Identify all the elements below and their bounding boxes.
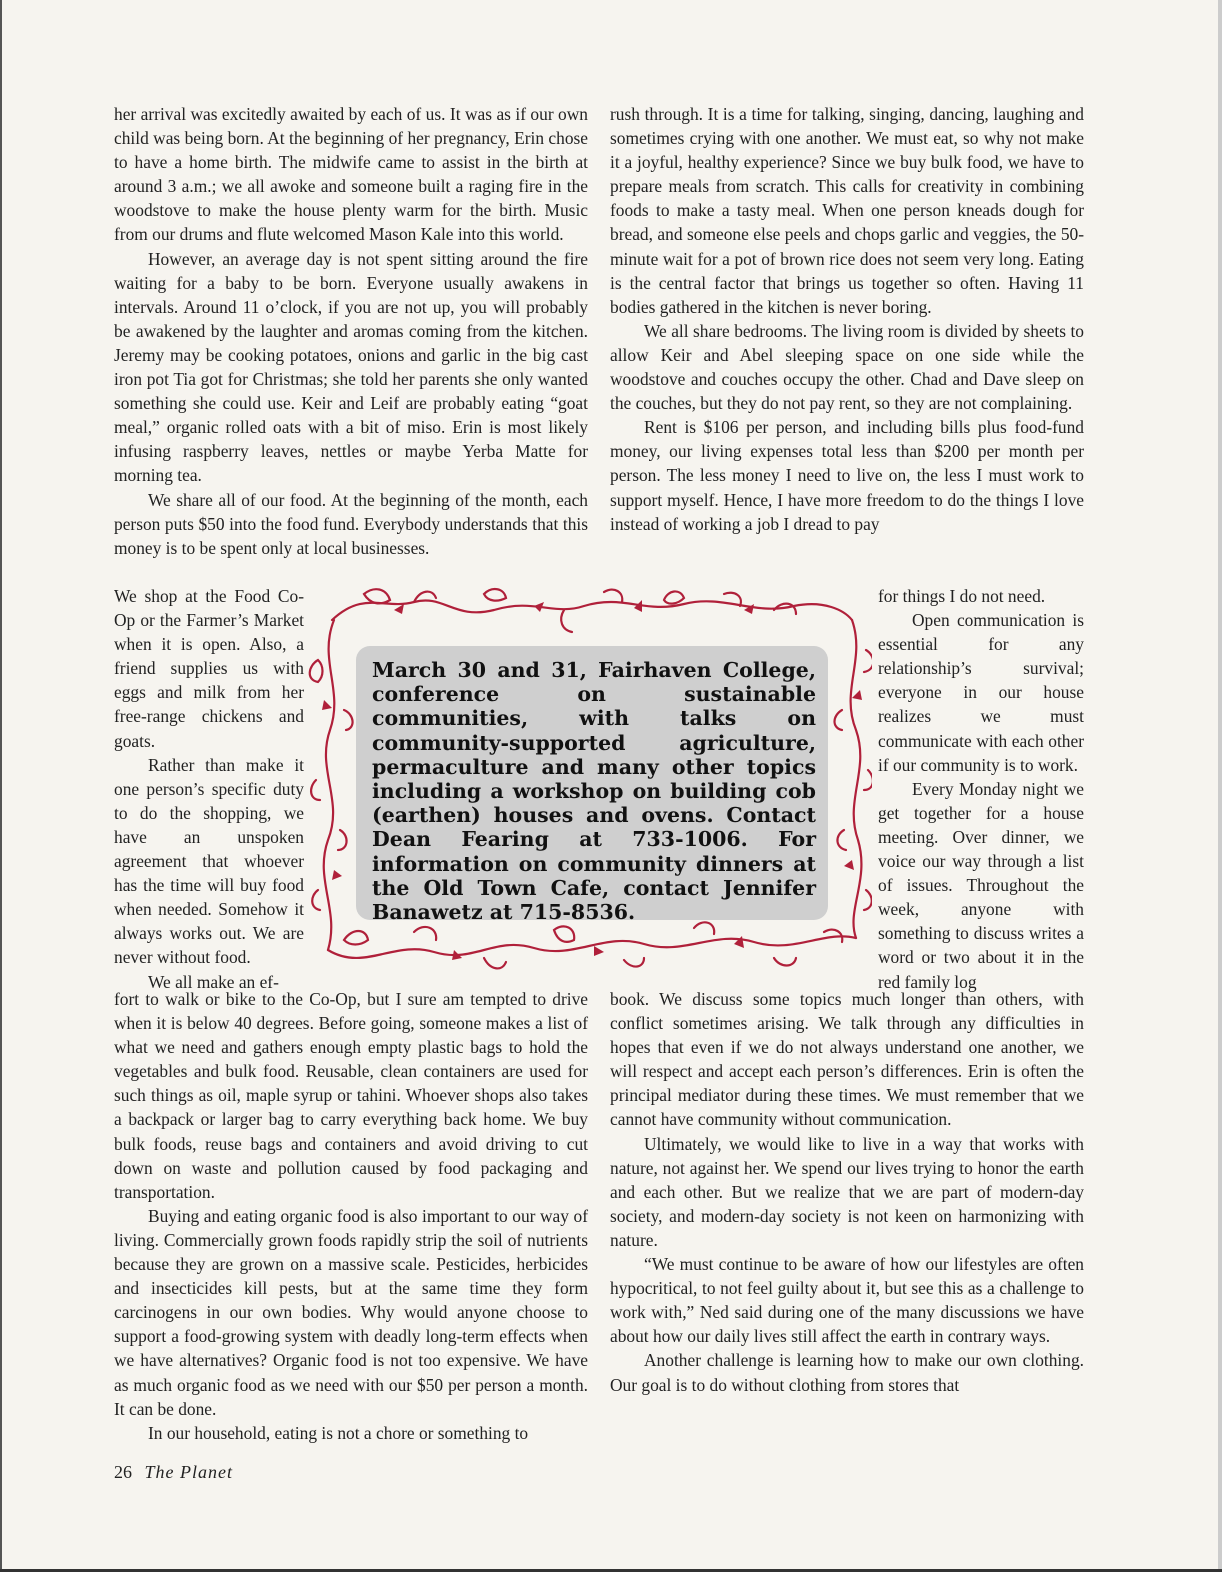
- paragraph: Buying and eating organic food is also important to our way of living. Commercially grown foods rapidly strip the soil of nutrients because they are grown on a massive scale. Pesticides, herbicides and insecticides kill pests, but at the same time they form carcinogens in our own bodies. Why would anyone choose to support a food-growing system with deadly long-term effects when we have alternatives? Organic food is not too expensive. We have as much organic food as we need with our $50 per person a month. It can be done.: [114, 1205, 588, 1419]
- right-column-bottom: [610, 987, 1084, 1397]
- right-column-top: [610, 102, 1084, 536]
- paragraph: fort to walk or bike to the Co-Op, but I sure am tempted to drive when it is below 40 degrees. Before going, someone makes a list of what we need and gathers enough empty plastic bags to hold the vegetables and bulk food. Reusable, clean containers are used for such things as oil, maple syrup or tahini. Whoever shops also takes a backpack or larger bag to carry everything back home. We buy bulk foods, reuse bags and containers and avoid driving to cut down on waste and pollution caused by food packaging and transportation.: [114, 989, 588, 1202]
- event-notice-text: March 30 and 31, Fairhaven College, conference on sustainable communities, with talks on community-supported agriculture, permaculture and many other topics including a workshop on building cob (earthen) houses and ovens. Contact Dean Fearing at 733-1006. For information on community dinners at the Old Town Cafe, contact Jennifer Banawetz at 715-8536.: [372, 658, 816, 925]
- paragraph: We shop at the Food Co-Op or the Farmer’s Market when it is open. Also, a friend supplies us with eggs and milk from her free-range chickens and goats.: [114, 586, 304, 751]
- paragraph: We share all of our food. At the beginning of the month, each person puts $50 into the food fund. Everybody understands that this money is to be spent only at local businesses.: [114, 489, 588, 558]
- paragraph: Rather than make it one person’s specific duty to do the shopping, we have an unspoken agreement that whoever has the time will buy food when needed. Somehow it always works out. We are never without food.: [114, 754, 304, 968]
- page-edge: [0, 0, 2, 1572]
- paragraph: Every Monday night we get together for a house meeting. Over dinner, we voice our way through a list of issues. Throughout the week, anyone with something to discuss writes a word or two about it in the red family log: [878, 778, 1084, 992]
- left-column-top: [114, 102, 588, 560]
- paragraph: Rent is $106 per person, and including bills plus food-fund money, our living expenses total less than $200 per month per person. The less money I need to live on, the less I must work to support myself. Hence, I have more freedom to do the things I love instead of working a job I dread to pay: [610, 417, 1084, 534]
- paragraph: Open communication is essential for any relationship’s survival; everyone in our house realizes we must communicate with each other if our community is to work.: [878, 610, 1084, 775]
- left-column-bottom: [114, 987, 588, 1445]
- paragraph: Another challenge is learning how to make our own clothing. Our goal is to do without clothing from stores that: [610, 1350, 1084, 1395]
- magazine-name: The Planet: [144, 1462, 233, 1482]
- paragraph: rush through. It is a time for talking, singing, dancing, laughing and sometimes crying with one another. We must eat, so why not make it a joyful, healthy experience? Since we buy bulk food, we have to prepare meals from scratch. This calls for creativity in combining foods to make a tasty meal. When one person kneads dough for bread, and someone else peels and chops garlic and veggies, the 50-minute wait for a pot of brown rice does not seem very long. Eating is the central factor that brings us together so often. Having 11 bodies gathered in the kitchen is never boring.: [610, 104, 1084, 317]
- paragraph: “We must continue to be aware of how our lifestyles are often hypocritical, to not feel guilty about it, but see this as a challenge to work with,” Ned said during one of the many discussions we have about how our daily lives still affect the earth in contrary ways.: [610, 1254, 1084, 1347]
- page-footer: [114, 1462, 233, 1483]
- paragraph: In our household, eating is not a chore or something to: [148, 1422, 529, 1443]
- paragraph: We all make an ef-: [148, 971, 279, 992]
- page-number: 26: [114, 1462, 132, 1482]
- page-edge: [1218, 0, 1222, 1572]
- paragraph: However, an average day is not spent sitting around the fire waiting for a baby to be born. Everyone usually awakens in intervals. Around 11 o’clock, if you are not up, you will probably be awakened by the laughter and aromas coming from the kitchen. Jeremy may be cooking potatoes, onions and garlic in the big cast iron pot Tia got for Christmas; she told her parents she only wanted something she could use. Keir and Leif are probably eating “goat meal,” organic rolled oats with a bit of miso. Erin is most likely infusing raspberry leaves, nettles or maybe Yerba Matte for morning tea.: [114, 248, 588, 486]
- paragraph: We all share bedrooms. The living room is divided by sheets to allow Keir and Abel sleeping space on one side while the woodstove and couches occupy the other. Chad and Dave sleep on the couches, but they do not pay rent, so they are not complaining.: [610, 320, 1084, 414]
- right-column-wrap: [878, 584, 1084, 994]
- paragraph: book. We discuss some topics much longer than others, with conflict sometimes arising. We talk through any difficulties in hopes that even if we do not always understand one another, we will respect and accept each person’s differences. Erin is often the principal mediator during these times. We must remember that we cannot have community without communication.: [610, 989, 1084, 1130]
- paragraph: Ultimately, we would like to live in a way that works with nature, not against her. We spend our lives trying to honor the earth and each other. But we realize that we are part of modern-day society, and modern-day society is not keen on harmonizing with nature.: [610, 1133, 1084, 1250]
- left-column-wrap: [114, 584, 304, 994]
- paragraph: for things I do not need.: [878, 586, 1046, 606]
- paragraph: her arrival was excitedly awaited by each of us. It was as if our own child was being born. At the beginning of her pregnancy, Erin chose to have a home birth. The midwife came to assist in the birth at around 3 a.m.; we all awoke and someone built a raging fire in the woodstove to make the house plenty warm for the birth. Music from our drums and flute welcomed Mason Kale into this world.: [114, 104, 588, 245]
